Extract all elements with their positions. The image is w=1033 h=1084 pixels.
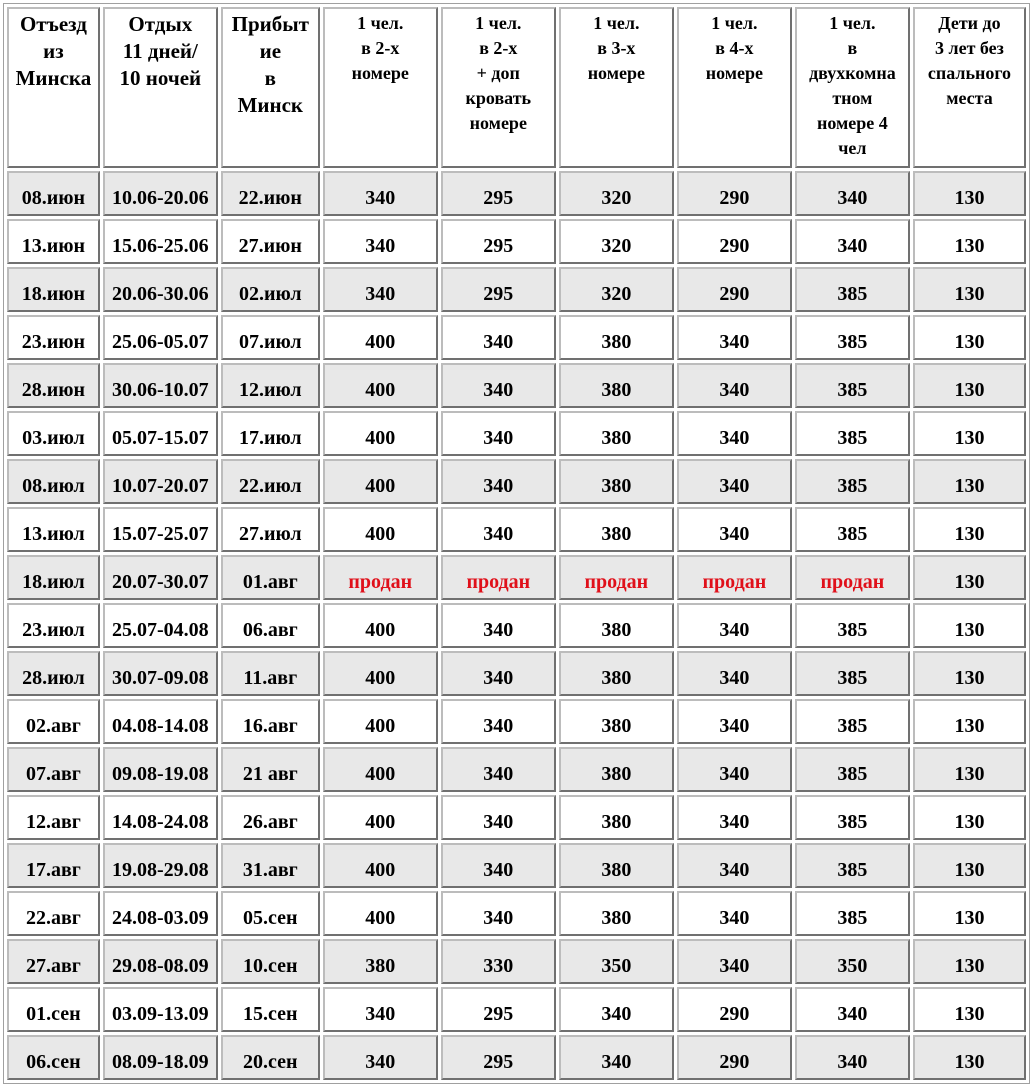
price-triple-cell: 380	[559, 843, 674, 888]
table-row	[7, 171, 1026, 216]
table-row	[7, 843, 1026, 888]
departure-date-cell: 12.авг	[7, 795, 100, 840]
arrival-date-cell: 27.июл	[221, 507, 320, 552]
header-row	[7, 7, 1026, 168]
header-line: 10 ночей	[119, 66, 202, 90]
arrival-date-cell: 26.авг	[221, 795, 320, 840]
price-child-cell: 130	[913, 219, 1026, 264]
price-quad-cell: 290	[677, 267, 792, 312]
price-triple-cell: 380	[559, 315, 674, 360]
price-child-cell: 130	[913, 171, 1026, 216]
price-suite-cell: 385	[795, 315, 910, 360]
price-child-cell: 130	[913, 363, 1026, 408]
price-double-cell: 400	[323, 363, 438, 408]
table-row	[7, 411, 1026, 456]
stay-period-cell: 09.08-19.08	[103, 747, 218, 792]
price-suite-cell: 385	[795, 603, 910, 648]
header-line: 3 лет без	[934, 38, 1004, 58]
departure-date-cell: 23.июл	[7, 603, 100, 648]
arrival-date-cell: 01.авг	[221, 555, 320, 600]
price-suite-cell: 340	[795, 987, 910, 1032]
departure-date-cell: 06.сен	[7, 1035, 100, 1080]
departure-date-cell: 18.июн	[7, 267, 100, 312]
price-double-extra-cell: 340	[441, 411, 556, 456]
price-child-cell: 130	[913, 507, 1026, 552]
price-double-extra-cell: 340	[441, 507, 556, 552]
departure-date-cell: 08.июн	[7, 171, 100, 216]
price-triple-cell: 340	[559, 1035, 674, 1080]
price-triple-cell: 350	[559, 939, 674, 984]
header-line: места	[946, 88, 993, 108]
price-quad-cell: 340	[677, 699, 792, 744]
price-suite-cell: 385	[795, 411, 910, 456]
price-quad-cell: 340	[677, 795, 792, 840]
price-quad-cell: 340	[677, 843, 792, 888]
table-row	[7, 603, 1026, 648]
departure-date-cell: 17.авг	[7, 843, 100, 888]
price-double-cell: 340	[323, 219, 438, 264]
price-double-extra-cell: 295	[441, 219, 556, 264]
arrival-date-cell: 07.июл	[221, 315, 320, 360]
price-suite-cell: 385	[795, 795, 910, 840]
price-double-cell: 400	[323, 507, 438, 552]
header-line: номере	[351, 63, 409, 83]
price-triple-cell: 320	[559, 219, 674, 264]
price-suite-cell: 340	[795, 171, 910, 216]
price-suite-cell: продан	[795, 555, 910, 600]
arrival-date-cell: 21 авг	[221, 747, 320, 792]
price-child-cell: 130	[913, 267, 1026, 312]
header-line: двухкомна	[809, 63, 896, 83]
header-line: Прибыт	[231, 12, 309, 36]
price-triple-cell: 340	[559, 987, 674, 1032]
header-line: из	[43, 39, 64, 63]
table-row	[7, 555, 1026, 600]
price-double-extra-cell: 295	[441, 1035, 556, 1080]
table-row	[7, 939, 1026, 984]
price-triple-cell: 320	[559, 267, 674, 312]
price-suite-cell: 385	[795, 459, 910, 504]
price-triple-cell: 380	[559, 363, 674, 408]
header-arrival	[221, 7, 320, 168]
price-double-extra-cell: 340	[441, 747, 556, 792]
arrival-date-cell: 11.авг	[221, 651, 320, 696]
price-double-cell: 400	[323, 747, 438, 792]
departure-date-cell: 28.июл	[7, 651, 100, 696]
departure-date-cell: 03.июл	[7, 411, 100, 456]
price-child-cell: 130	[913, 939, 1026, 984]
header-line: + доп	[476, 63, 520, 83]
price-double-cell: 400	[323, 603, 438, 648]
arrival-date-cell: 10.сен	[221, 939, 320, 984]
departure-date-cell: 22.авг	[7, 891, 100, 936]
header-line: спального	[927, 63, 1012, 83]
header-line: тном	[832, 88, 873, 108]
departure-date-cell: 08.июл	[7, 459, 100, 504]
arrival-date-cell: 27.июн	[221, 219, 320, 264]
stay-period-cell: 10.07-20.07	[103, 459, 218, 504]
header-line: 11 дней/	[122, 39, 198, 63]
header-two-room-suite	[795, 7, 910, 168]
arrival-date-cell: 06.авг	[221, 603, 320, 648]
price-child-cell: 130	[913, 651, 1026, 696]
price-double-cell: 400	[323, 315, 438, 360]
price-child-cell: 130	[913, 315, 1026, 360]
price-triple-cell: 380	[559, 603, 674, 648]
price-double-extra-cell: 295	[441, 987, 556, 1032]
arrival-date-cell: 02.июл	[221, 267, 320, 312]
price-child-cell: 130	[913, 795, 1026, 840]
header-line: 1 чел.	[357, 13, 404, 33]
departure-date-cell: 23.июн	[7, 315, 100, 360]
price-child-cell: 130	[913, 747, 1026, 792]
price-double-extra-cell: продан	[441, 555, 556, 600]
table-row	[7, 699, 1026, 744]
table-row	[7, 987, 1026, 1032]
header-double-extra-bed	[441, 7, 556, 168]
stay-period-cell: 10.06-20.06	[103, 171, 218, 216]
stay-period-cell: 30.06-10.07	[103, 363, 218, 408]
price-double-extra-cell: 340	[441, 891, 556, 936]
price-suite-cell: 340	[795, 219, 910, 264]
price-double-cell: 400	[323, 459, 438, 504]
price-suite-cell: 385	[795, 507, 910, 552]
header-line: 1 чел.	[475, 13, 522, 33]
price-quad-cell: 340	[677, 507, 792, 552]
table-row	[7, 747, 1026, 792]
price-child-cell: 130	[913, 603, 1026, 648]
price-double-extra-cell: 340	[441, 843, 556, 888]
stay-period-cell: 04.08-14.08	[103, 699, 218, 744]
header-line: в	[264, 66, 276, 90]
arrival-date-cell: 15.сен	[221, 987, 320, 1032]
table-row	[7, 507, 1026, 552]
price-double-extra-cell: 295	[441, 171, 556, 216]
header-line: Минск	[237, 93, 304, 117]
header-line: номере	[705, 63, 763, 83]
price-double-extra-cell: 340	[441, 651, 556, 696]
stay-period-cell: 30.07-09.08	[103, 651, 218, 696]
price-double-cell: 400	[323, 411, 438, 456]
price-double-extra-cell: 330	[441, 939, 556, 984]
header-line: в	[847, 38, 858, 58]
header-line: 1 чел.	[829, 13, 876, 33]
departure-date-cell: 02.авг	[7, 699, 100, 744]
stay-period-cell: 05.07-15.07	[103, 411, 218, 456]
header-line: в 2-х	[361, 38, 400, 58]
price-triple-cell: 380	[559, 747, 674, 792]
price-triple-cell: 380	[559, 891, 674, 936]
departure-date-cell: 18.июл	[7, 555, 100, 600]
price-double-cell: 340	[323, 171, 438, 216]
departure-date-cell: 07.авг	[7, 747, 100, 792]
header-line: 1 чел.	[593, 13, 640, 33]
table-body	[7, 171, 1026, 1080]
price-child-cell: 130	[913, 987, 1026, 1032]
price-double-cell: продан	[323, 555, 438, 600]
table-row	[7, 219, 1026, 264]
table-row	[7, 363, 1026, 408]
price-double-cell: 380	[323, 939, 438, 984]
price-triple-cell: продан	[559, 555, 674, 600]
price-triple-cell: 380	[559, 651, 674, 696]
price-suite-cell: 385	[795, 267, 910, 312]
stay-period-cell: 15.07-25.07	[103, 507, 218, 552]
price-child-cell: 130	[913, 843, 1026, 888]
arrival-date-cell: 31.авг	[221, 843, 320, 888]
header-stay	[103, 7, 218, 168]
header-line: номере	[587, 63, 645, 83]
price-double-cell: 400	[323, 843, 438, 888]
price-double-cell: 400	[323, 891, 438, 936]
departure-date-cell: 27.авг	[7, 939, 100, 984]
stay-period-cell: 08.09-18.09	[103, 1035, 218, 1080]
price-double-extra-cell: 340	[441, 363, 556, 408]
price-triple-cell: 380	[559, 459, 674, 504]
header-line: ие	[259, 39, 282, 63]
stay-period-cell: 14.08-24.08	[103, 795, 218, 840]
departure-date-cell: 13.июл	[7, 507, 100, 552]
price-double-cell: 340	[323, 267, 438, 312]
price-triple-cell: 380	[559, 507, 674, 552]
departure-date-cell: 13.июн	[7, 219, 100, 264]
table-row	[7, 315, 1026, 360]
price-quad-cell: 290	[677, 987, 792, 1032]
price-suite-cell: 385	[795, 891, 910, 936]
header-line: в 4-х	[715, 38, 754, 58]
arrival-date-cell: 17.июл	[221, 411, 320, 456]
price-double-extra-cell: 340	[441, 603, 556, 648]
table-row	[7, 651, 1026, 696]
arrival-date-cell: 16.авг	[221, 699, 320, 744]
price-double-cell: 340	[323, 987, 438, 1032]
price-double-cell: 400	[323, 651, 438, 696]
price-triple-cell: 380	[559, 699, 674, 744]
arrival-date-cell: 22.июл	[221, 459, 320, 504]
header-line: чел	[838, 138, 867, 158]
price-quad-cell: продан	[677, 555, 792, 600]
price-double-cell: 400	[323, 795, 438, 840]
price-suite-cell: 340	[795, 1035, 910, 1080]
price-double-extra-cell: 340	[441, 315, 556, 360]
header-line: Дети до	[938, 13, 1001, 33]
stay-period-cell: 03.09-13.09	[103, 987, 218, 1032]
price-triple-cell: 380	[559, 795, 674, 840]
departure-date-cell: 28.июн	[7, 363, 100, 408]
header-line: 1 чел.	[711, 13, 758, 33]
price-suite-cell: 350	[795, 939, 910, 984]
price-quad-cell: 340	[677, 939, 792, 984]
arrival-date-cell: 22.июн	[221, 171, 320, 216]
price-quad-cell: 290	[677, 219, 792, 264]
price-double-extra-cell: 295	[441, 267, 556, 312]
price-quad-cell: 290	[677, 1035, 792, 1080]
arrival-date-cell: 05.сен	[221, 891, 320, 936]
price-child-cell: 130	[913, 459, 1026, 504]
header-departure	[7, 7, 100, 168]
stay-period-cell: 25.06-05.07	[103, 315, 218, 360]
arrival-date-cell: 12.июл	[221, 363, 320, 408]
table-row	[7, 459, 1026, 504]
price-double-extra-cell: 340	[441, 699, 556, 744]
departure-date-cell: 01.сен	[7, 987, 100, 1032]
price-quad-cell: 340	[677, 651, 792, 696]
price-double-extra-cell: 340	[441, 795, 556, 840]
header-line: Отъезд	[19, 12, 87, 36]
stay-period-cell: 15.06-25.06	[103, 219, 218, 264]
header-quad-room	[677, 7, 792, 168]
stay-period-cell: 25.07-04.08	[103, 603, 218, 648]
price-suite-cell: 385	[795, 747, 910, 792]
header-line: номере 4	[817, 113, 888, 133]
price-quad-cell: 340	[677, 363, 792, 408]
stay-period-cell: 24.08-03.09	[103, 891, 218, 936]
price-suite-cell: 385	[795, 843, 910, 888]
tour-price-table	[3, 3, 1030, 1084]
table-row	[7, 795, 1026, 840]
price-quad-cell: 340	[677, 603, 792, 648]
header-triple-room	[559, 7, 674, 168]
price-quad-cell: 340	[677, 891, 792, 936]
price-triple-cell: 320	[559, 171, 674, 216]
stay-period-cell: 29.08-08.09	[103, 939, 218, 984]
price-quad-cell: 340	[677, 315, 792, 360]
header-line: Отдых	[128, 12, 193, 36]
price-quad-cell: 340	[677, 459, 792, 504]
price-suite-cell: 385	[795, 651, 910, 696]
header-line: кровать	[465, 88, 532, 108]
price-quad-cell: 340	[677, 747, 792, 792]
price-double-cell: 400	[323, 699, 438, 744]
stay-period-cell: 19.08-29.08	[103, 843, 218, 888]
price-child-cell: 130	[913, 1035, 1026, 1080]
price-double-extra-cell: 340	[441, 459, 556, 504]
price-quad-cell: 340	[677, 411, 792, 456]
header-double-room	[323, 7, 438, 168]
stay-period-cell: 20.06-30.06	[103, 267, 218, 312]
price-triple-cell: 380	[559, 411, 674, 456]
price-suite-cell: 385	[795, 363, 910, 408]
stay-period-cell: 20.07-30.07	[103, 555, 218, 600]
table-row	[7, 267, 1026, 312]
price-suite-cell: 385	[795, 699, 910, 744]
price-child-cell: 130	[913, 555, 1026, 600]
price-double-cell: 340	[323, 1035, 438, 1080]
header-children	[913, 7, 1026, 168]
price-child-cell: 130	[913, 891, 1026, 936]
header-line: в 3-х	[597, 38, 636, 58]
table-row	[7, 891, 1026, 936]
price-child-cell: 130	[913, 699, 1026, 744]
header-line: в 2-х	[479, 38, 518, 58]
header-line: Минска	[15, 66, 92, 90]
header-line: номере	[469, 113, 527, 133]
arrival-date-cell: 20.сен	[221, 1035, 320, 1080]
price-child-cell: 130	[913, 411, 1026, 456]
price-quad-cell: 290	[677, 171, 792, 216]
